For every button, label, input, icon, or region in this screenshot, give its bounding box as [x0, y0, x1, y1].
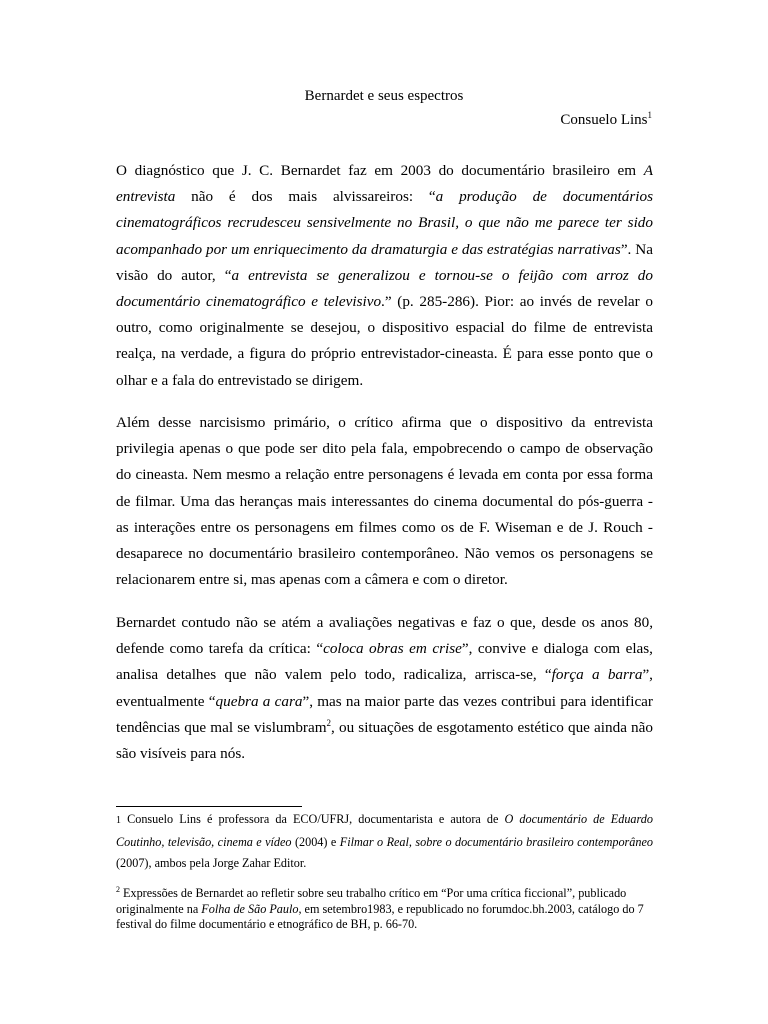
text-run: ”. Na visão do autor, “	[116, 240, 653, 284]
italic-text: A entrevista	[116, 162, 653, 206]
italic-text: Filmar o Real, sobre o documentário brasileiro contemporâneo	[339, 834, 653, 849]
author-name: Consuelo Lins	[560, 112, 648, 128]
text-run: ”, mas na maior parte das vezes contribui para identificar tendências que mal se vislumbram	[116, 692, 653, 736]
text-run: Expressões de Bernardet ao refletir sobre seu trabalho crítico em “Por uma crítica ficcional”, publicado originalmente na	[116, 886, 627, 916]
italic-text: coloca obras em crise	[323, 640, 462, 658]
italic-text: O documentário de Eduardo Coutinho, televisão, cinema e vídeo	[116, 812, 653, 849]
text-run: O diagnóstico que J. C. Bernardet faz em 2003 do documentário brasileiro em	[116, 162, 644, 179]
text-run: Bernardet contudo não se atém a avaliações negativas e faz o que, desde os anos 80, defende como tarefa da crítica: “	[116, 614, 653, 658]
text-run: Consuelo Lins é professora da ECO/UFRJ, documentarista e autora de	[121, 812, 505, 826]
text-run: ”, convive e dialoga com elas, analisa detalhes que não valem pelo todo, radicaliza, arrisca-se, “	[116, 640, 653, 684]
document-title: Bernardet e seus espectros	[304, 88, 464, 104]
author-line	[560, 110, 652, 130]
italic-text: a entrevista se generalizou e tornou-se o feijão com arroz do documentário cinematográfico e televisivo	[116, 266, 653, 311]
paragraph-2	[116, 410, 653, 593]
footnote-2	[116, 886, 653, 933]
footnote-ref[interactable]: 2	[116, 884, 120, 894]
text-run: (2004) e	[291, 834, 340, 849]
text-run: não é dos mais alvissareiros: “	[175, 188, 436, 206]
text-run: Além desse narcisismo primário, o crítico afirma que o dispositivo da entrevista privilegia apenas o que pode ser dito pela fala, empobrecendo o campo de observação do cineasta. Nem mesmo a relação entre personagens é levada em conta por essa forma de filmar. Uma das heranças mais interessantes do cinema documental do pós-guerra - as interações entre os personagens em filmes como os de F. Wiseman e de J. Rouch - desaparece no documentário brasileiro contemporâneo. Não vemos os personagens se relacionarem entre si, mas apenas com a câmera e com o diretor.	[116, 414, 653, 589]
footnote-separator	[116, 806, 302, 807]
footnote-ref-1[interactable]: 1	[647, 110, 652, 120]
text-run: , ou situações de esgotamento estético que ainda não são visíveis para nós.	[116, 718, 653, 763]
footnote-1	[116, 809, 653, 875]
text-run: ”, eventualmente “	[116, 666, 653, 710]
italic-text: Folha de São Paulo	[201, 901, 299, 916]
paragraph-1	[116, 158, 653, 394]
text-run: (2007), ambos pela Jorge Zahar Editor.	[116, 856, 307, 870]
footnote-ref: 1	[116, 815, 121, 826]
italic-text: quebra a cara	[215, 692, 303, 710]
footnote-ref[interactable]: 2	[326, 717, 332, 728]
italic-text: força a barra	[551, 666, 643, 684]
text-run: , em setembro1983, e republicado no forumdoc.bh.2003, catálogo do 7 festival do filme documentário e etnográfico de BH, p. 66-70.	[116, 901, 644, 931]
text-run: .” (p. 285-286). Pior: ao invés de revelar o outro, como originalmente se desejou, o dispositivo espacial do filme de entrevista realça, na verdade, a figura do próprio entrevistador-cineasta. É para esse ponto que o olhar e a fala do entrevistado se dirigem.	[116, 293, 653, 389]
paragraph-3	[116, 610, 653, 767]
italic-text: a produção de documentários cinematográficos recrudesceu sensivelmente no Brasil, o que não me parece ter sido acompanhado por um enriquecimento da dramaturgia e das estratégias narrativas	[116, 188, 654, 258]
